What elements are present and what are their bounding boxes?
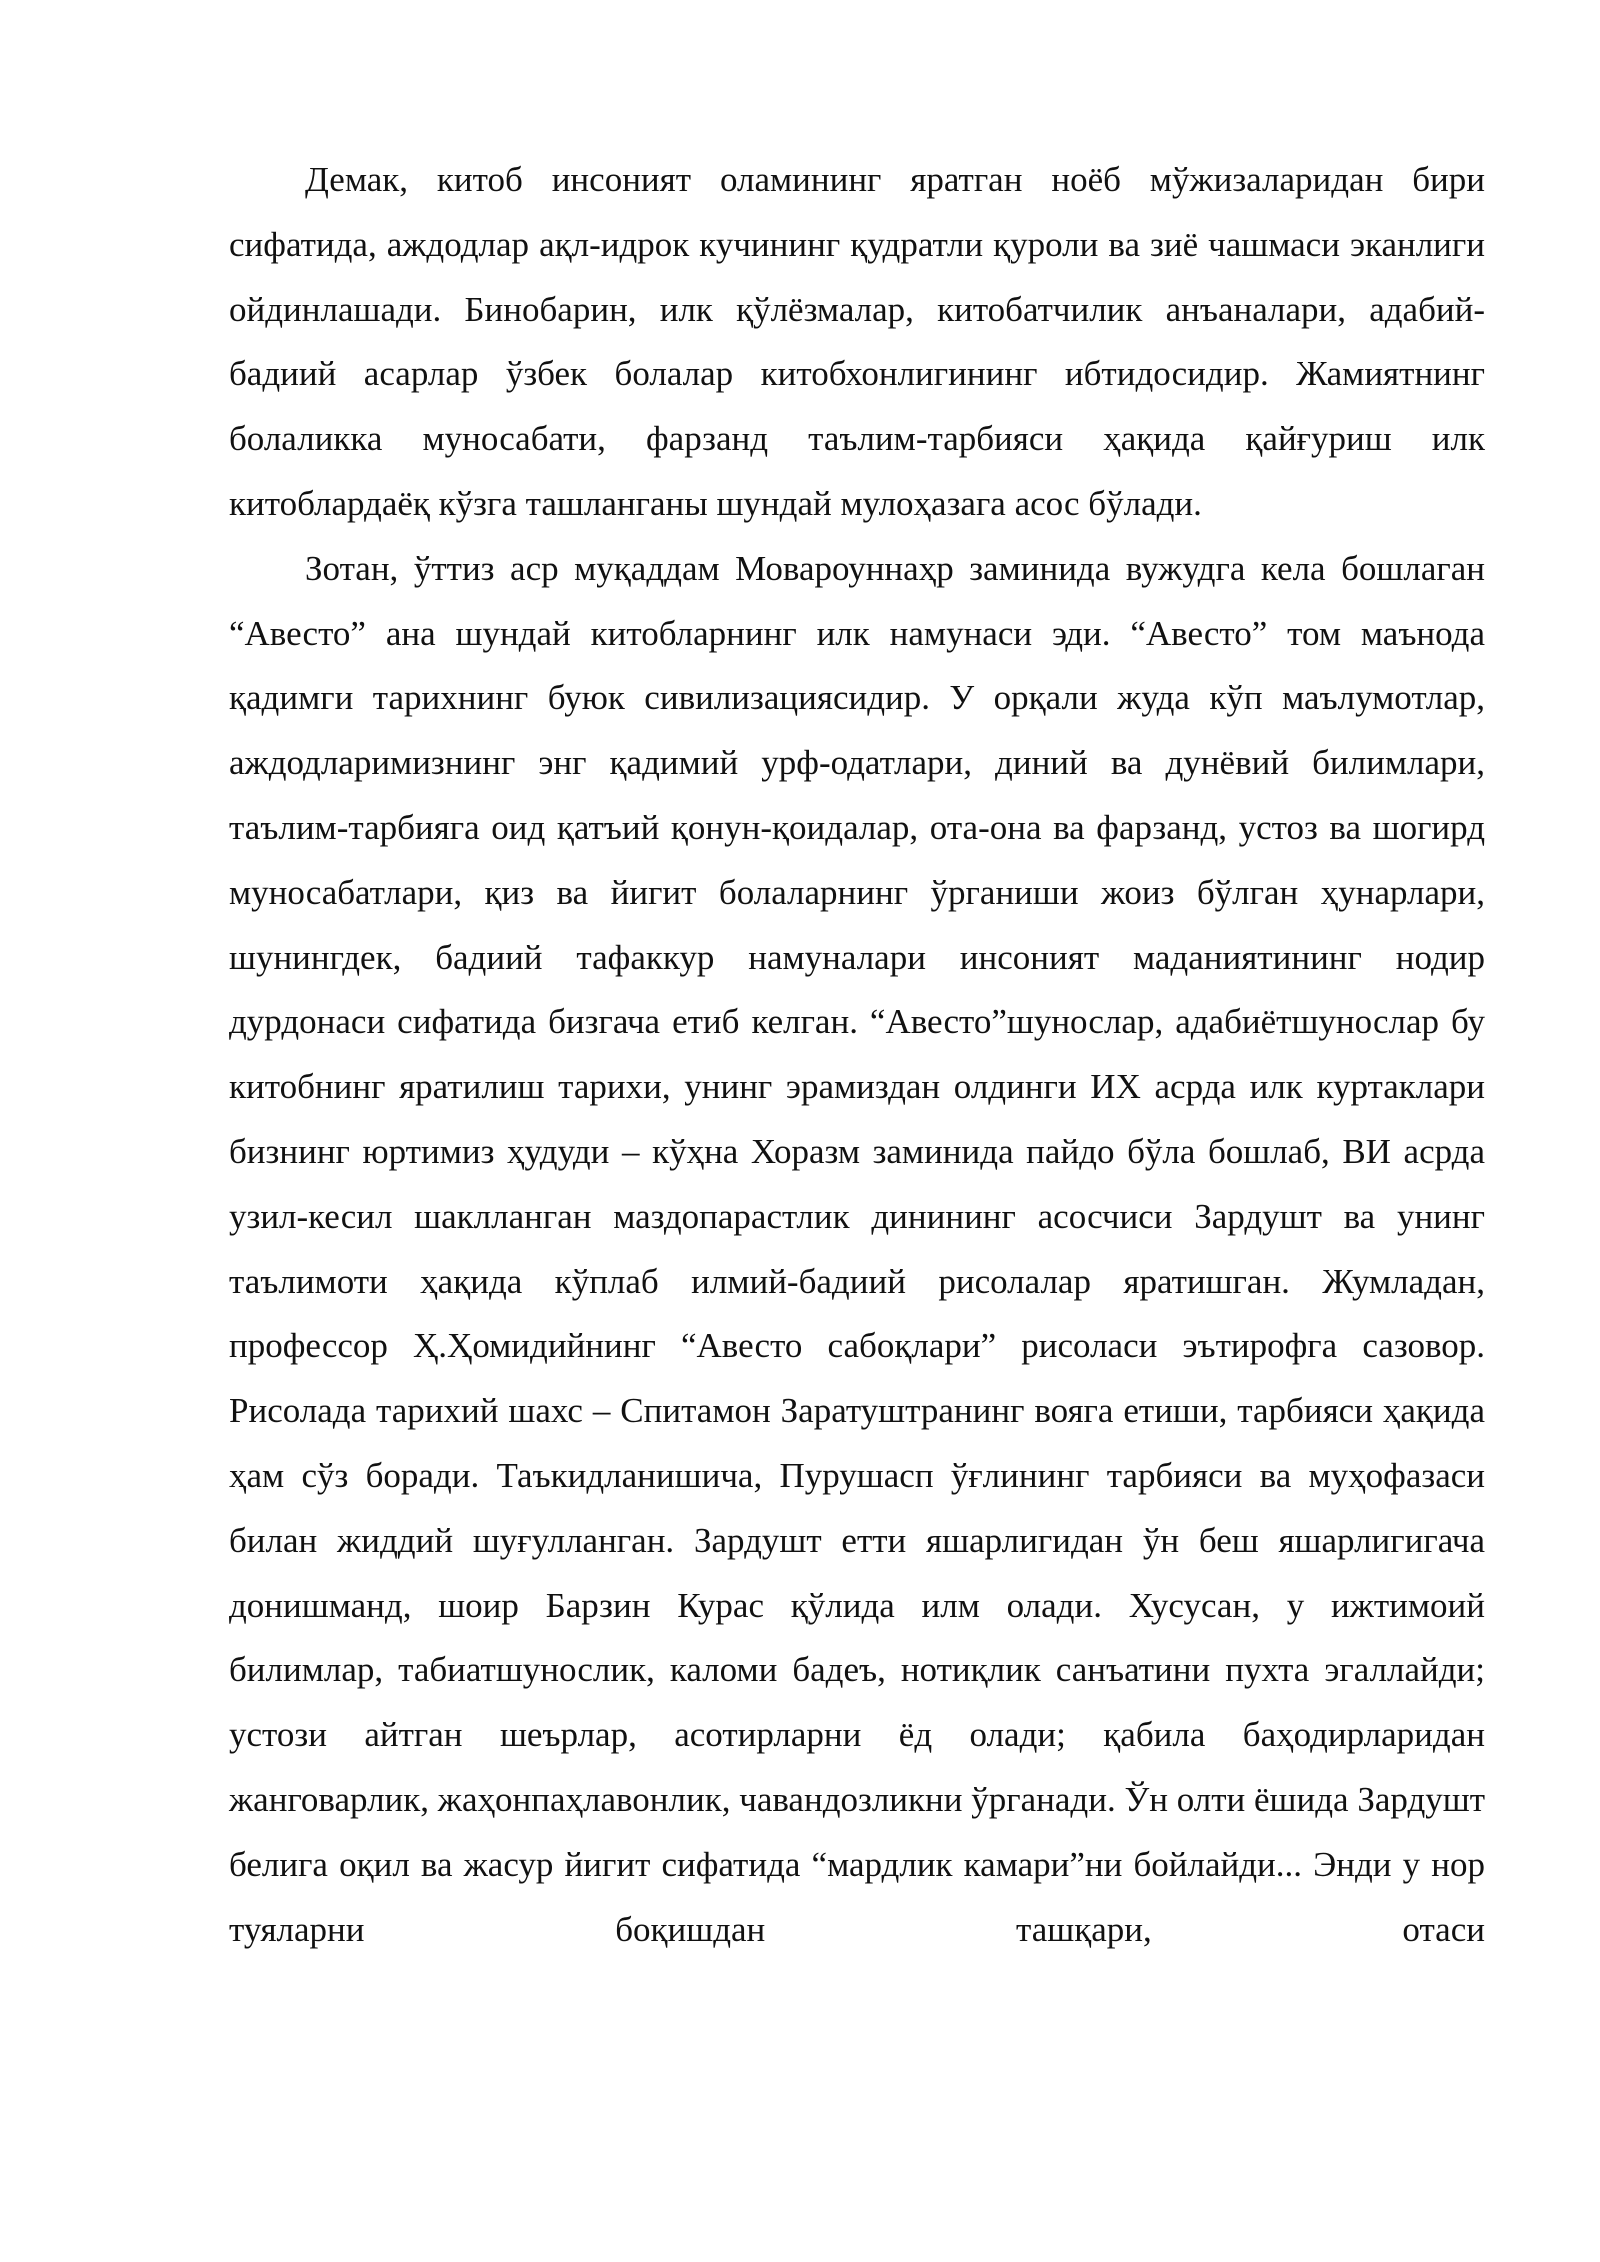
document-body <box>229 148 1485 1962</box>
paragraph-book-miracle: Демак, китоб инсоният оламининг яратган ноёб мўжизаларидан бири сифатида, аждодлар ақл-идрок кучининг қудратли қуроли ва зиё чашмаси эканлиги ойдинлашади. Бинобарин, илк қўлёзмалар, китобатчилик анъаналари, адабий-бадиий асарлар ўзбек болалар китобхонлигининг ибтидосидир. Жамиятнинг болаликка муносабати, фарзанд таълим-тарбияси ҳақида қайғуриш илк китоблардаёқ кўзга ташланганы шундай мулоҳазага асос бўлади. <box>229 160 1485 523</box>
paragraph-avesto: Зотан, ўттиз аср муқаддам Мовароуннаҳр заминида вужудга кела бошлаган “Авесто” ана шундай китобларнинг илк намунаси эди. “Авесто” том маънода қадимги тарихнинг буюк сивилизациясидир. У орқали жуда кўп маълумотлар, аждодларимизнинг энг қадимий урф-одатлари, диний ва дунёвий билимлари, таълим-тарбияга оид қатъий қонун-қоидалар, ота-она ва фарзанд, устоз ва шогирд муносабатлари, қиз ва йигит болаларнинг ўрганиши жоиз бўлган ҳунарлари, шунингдек, бадиий тафаккур намуналари инсоният маданиятининг нодир дурдонаси сифатида бизгача етиб келган. “Авесто”шунослар, адабиётшунослар бу китобнинг яратилиш тарихи, унинг эрамиздан олдинги ИХ асрда илк куртаклари бизнинг юртимиз ҳудуди – кўҳна Хоразм заминида пайдо бўла бошлаб, ВИ асрда узил-кесил шаклланган маздопарастлик динининг асосчиси Зардушт ва унинг таълимоти ҳақида кўплаб илмий-бадиий рисолалар яратишган. Жумладан, профессор Ҳ.Ҳомидийнинг “Авесто сабоқлари” рисоласи эътирофга сазовор. Рисолада тарихий шахс – Спитамон Заратуштранинг вояга етиши, тарбияси ҳақида ҳам сўз боради. Таъкидланишича, Пурушасп ўғлининг тарбияси ва муҳофазаси билан жиддий шуғулланган. Зардушт етти яшарлигидан ўн беш яшарлигигача донишманд, шоир Барзин Курас қўлида илм олади. Хусусан, у ижтимоий билимлар, табиатшунослик, каломи бадеъ, нотиқлик санъатини пухта эгаллайди; устози айтган шеърлар, асотирларни ёд олади; қабила баҳодирларидан жанговарлик, жаҳонпаҳлавонлик, чавандозликни ўрганади. Ўн олти ёшида Зардушт белига оқил ва жасур йигит сифатида “мардлик камари”ни бойлайди... Энди у нор туяларни боқишдан ташқари, отаси <box>229 548 1485 1949</box>
